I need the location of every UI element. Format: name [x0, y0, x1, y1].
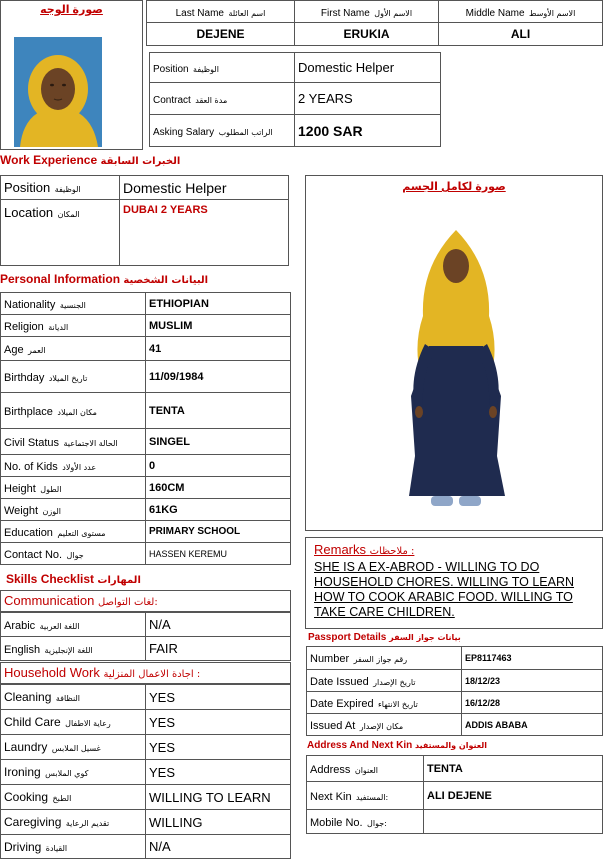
field-text: First Name — [320, 7, 370, 19]
personal-row-birthplace: Birthplace مكان الميلاد TENTA — [1, 393, 291, 429]
arabic-label: العمر — [28, 345, 46, 355]
field-text: Number — [310, 653, 350, 665]
arabic-label: المستفيد: — [356, 792, 389, 802]
name-table — [146, 0, 603, 46]
arabic-label: رعاية الاطفال — [65, 719, 111, 728]
work-row-caregiving: Caregiving تقديم الرعاية WILLING — [1, 810, 291, 835]
field-text: Issued At — [310, 719, 356, 732]
first-name-header — [295, 1, 439, 23]
field-text: Height — [4, 482, 36, 495]
field-text: Next Kin — [310, 790, 352, 803]
field-text: Personal Information — [0, 272, 121, 286]
language-row-english: English اللغة الإنجليزية FAIR — [1, 637, 291, 661]
job-contract-value: 2 YEARS — [295, 83, 441, 115]
personal-row-height: Height الطول 160CM — [1, 477, 291, 499]
job-table — [149, 52, 441, 147]
job-row-contract — [150, 83, 441, 115]
field-text: Mobile No. — [310, 816, 363, 829]
personal-row-civil-status: Civil Status الحالة الاجتماعية SINGEL — [1, 429, 291, 455]
experience-location-value: DUBAI 2 YEARS — [120, 200, 289, 266]
field-text: Asking Salary — [153, 126, 215, 138]
field-text: Cleaning — [4, 690, 52, 704]
experience-position-value: Domestic Helper — [120, 176, 289, 200]
arabic-label: الاسم الأول — [374, 8, 413, 18]
passport-row-issued-at: Issued At مكان الإصدار ADDIS ABABA — [307, 714, 603, 736]
field-text: Laundry — [4, 740, 48, 754]
face-photo-title: صورة الوجه — [40, 4, 103, 16]
job-salary-value: 1200 SAR — [295, 115, 441, 147]
arabic-label: بيانات جواز السفر — [389, 633, 461, 642]
job-position-value: Domestic Helper — [295, 53, 441, 83]
arabic-label: الطول — [40, 484, 62, 494]
work-row-driving: Driving القيادة N/A — [1, 835, 291, 859]
work-row-cleaning: Cleaning النظافة YES — [1, 685, 291, 710]
skills-heading — [6, 572, 141, 586]
arabic-label: مكان الميلاد — [57, 407, 97, 417]
personal-row-age: Age العمر 41 — [1, 337, 291, 361]
arabic-label: العنوان — [354, 765, 378, 775]
field-text: Nationality — [4, 298, 56, 311]
communication-heading — [0, 590, 291, 612]
field-text: Position — [153, 63, 189, 75]
passport-row-number: Number رقم جواز السفر EP8117463 — [307, 647, 603, 670]
arabic-label: مكان الإصدار — [359, 721, 404, 731]
work-row-laundry: Laundry غسيل الملابس YES — [1, 735, 291, 760]
field-text: Location — [4, 205, 54, 220]
work-row-cooking: Cooking الطبخ WILLING TO LEARN — [1, 785, 291, 810]
arabic-label: تاريخ الانتهاء — [378, 699, 418, 709]
field-text: Arabic — [4, 619, 36, 632]
work-experience-table — [0, 175, 289, 266]
arabic-label: مدة العقد — [195, 95, 228, 105]
field-text: Civil Status — [4, 436, 60, 449]
arabic-label: كوي الملابس — [45, 769, 89, 778]
arabic-label: البيانات الشخصية — [123, 275, 209, 286]
household-table — [0, 684, 291, 859]
personal-info-heading — [0, 272, 208, 286]
field-text: Contact No. — [4, 548, 63, 561]
address-row-mobile — [307, 810, 603, 834]
address-row-address: Address العنوان TENTA — [307, 756, 603, 782]
arabic-label: الحالة الاجتماعية — [63, 438, 118, 448]
field-text: Religion — [4, 320, 44, 333]
last-name-value: DEJENE — [147, 23, 295, 46]
field-text: Skills Checklist — [6, 572, 95, 586]
field-text: Address And Next Kin — [307, 740, 413, 751]
personal-row-education: Education مستوى التعليم PRIMARY SCHOOL — [1, 521, 291, 543]
full-photo-title: صورة لكامل الجسم — [402, 181, 506, 193]
work-row-child-care: Child Care رعاية الاطفال YES — [1, 710, 291, 735]
personal-row-contact: Contact No. جوال HASSEN KEREMU — [1, 543, 291, 565]
household-heading — [0, 662, 291, 684]
arabic-label: رقم جواز السفر — [353, 655, 408, 664]
remarks-box — [305, 537, 603, 629]
field-text: Position — [4, 179, 51, 195]
field-text: Passport Details — [308, 632, 387, 643]
arabic-label: تاريخ الإصدار — [373, 677, 416, 687]
arabic-label: العنوان والمستفيد — [414, 741, 488, 750]
field-text: Ironing — [4, 765, 41, 779]
face-photo — [14, 37, 102, 147]
last-name-header — [147, 1, 295, 23]
personal-row-birthday: Birthday تاريخ الميلاد 11/09/1984 — [1, 361, 291, 393]
arabic-label: جوال — [66, 550, 84, 560]
personal-row-religion: Religion الديانة MUSLIM — [1, 315, 291, 337]
arabic-label: الجنسية — [59, 300, 86, 310]
arabic-label: الراتب المطلوب — [218, 127, 273, 137]
field-text: Child Care — [4, 715, 61, 729]
field-text: Education — [4, 526, 53, 539]
arabic-label: اللغة العربية — [39, 621, 80, 631]
field-text: Date Expired — [310, 697, 374, 710]
middle-name-value: ALI — [439, 23, 603, 46]
arabic-label: اجادة الاعمال المنزلية : — [103, 669, 201, 680]
arabic-label: جوال: — [367, 818, 387, 828]
remarks-heading — [314, 542, 414, 557]
passport-heading — [308, 632, 461, 643]
arabic-label: تقديم الرعاية — [65, 819, 110, 828]
remarks-text — [314, 560, 600, 620]
languages-table — [0, 612, 291, 661]
passport-row-expired: Date Expired تاريخ الانتهاء 16/12/28 — [307, 692, 603, 714]
full-photo-box — [305, 175, 603, 531]
arabic-label: تاريخ الميلاد — [48, 373, 88, 383]
personal-row-kids: No. of Kids عدد الأولاد 0 — [1, 455, 291, 477]
arabic-label: القيادة — [45, 843, 68, 853]
field-text: Caregiving — [4, 815, 62, 829]
arabic-label: اللغة الإنجليزية — [44, 645, 93, 655]
arabic-label: لغات التواصل: — [97, 597, 158, 608]
field-text: No. of Kids — [4, 460, 58, 473]
field-text: Work Experience — [0, 153, 98, 167]
arabic-label: المكان — [57, 210, 80, 219]
arabic-label: المهارات — [97, 575, 141, 586]
job-row-salary — [150, 115, 441, 147]
work-experience-heading — [0, 153, 180, 167]
arabic-label: الوظيفة — [54, 184, 81, 194]
arabic-label: الديانة — [48, 322, 69, 332]
field-text: Remarks — [314, 542, 367, 557]
field-text: Date Issued — [310, 675, 369, 688]
arabic-label: اسم العائلة — [228, 8, 266, 18]
arabic-label: الخبرات السابقة — [100, 156, 181, 167]
field-text: Driving — [4, 839, 42, 854]
passport-table — [306, 646, 603, 736]
passport-row-issued: Date Issued تاريخ الإصدار 18/12/23 — [307, 670, 603, 692]
address-row-next-kin: Next Kin المستفيد: ALI DEJENE — [307, 782, 603, 810]
field-text: Birthplace — [4, 405, 53, 418]
personal-info-table — [0, 292, 291, 565]
full-body-photo — [401, 226, 511, 516]
work-row-ironing: Ironing كوي الملابس YES — [1, 760, 291, 785]
middle-name-header — [439, 1, 603, 23]
arabic-label: غسيل الملابس — [51, 744, 101, 753]
arabic-label: مستوى التعليم — [57, 528, 106, 538]
field-text: Birthday — [4, 371, 45, 384]
field-text: HOW TO COOK ARABIC FOOD. WILLING TO — [314, 590, 573, 604]
field-text: Weight — [4, 504, 39, 517]
face-photo-box — [0, 0, 143, 150]
first-name-value: ERUKIA — [295, 23, 439, 46]
personal-row-nationality: Nationality الجنسية ETHIOPIAN — [1, 293, 291, 315]
arabic-label: عدد الأولاد — [62, 462, 97, 472]
arabic-label: الاسم الأوسط — [529, 8, 576, 18]
field-text: TAKE CARE CHILDREN. — [314, 605, 455, 619]
field-text: Contract — [153, 94, 191, 106]
address-heading — [307, 740, 487, 751]
field-text: English — [4, 643, 41, 656]
language-row-arabic: Arabic اللغة العربية N/A — [1, 613, 291, 637]
field-text: Address — [310, 763, 351, 776]
field-text: HOUSEHOLD CHORES. WILLING TO LEARN — [314, 575, 575, 589]
job-row-position — [150, 53, 441, 83]
arabic-label: الطبخ — [52, 794, 72, 803]
field-text: Communication — [4, 593, 95, 608]
field-text: Age — [4, 343, 24, 356]
field-text: Last Name — [175, 7, 224, 19]
arabic-label: النظافة — [55, 694, 81, 703]
field-text: Middle Name — [465, 7, 525, 19]
arabic-label: الوظيفة — [193, 64, 219, 74]
field-text: Household Work — [4, 665, 100, 680]
arabic-label: الوزن — [42, 506, 62, 516]
field-text: SHE IS A EX-ABROD - WILLING TO DO — [314, 560, 540, 574]
field-text: Cooking — [4, 790, 49, 804]
arabic-label: ملاحظات : — [369, 546, 415, 557]
address-table — [306, 755, 603, 834]
personal-row-weight: Weight الوزن 61KG — [1, 499, 291, 521]
